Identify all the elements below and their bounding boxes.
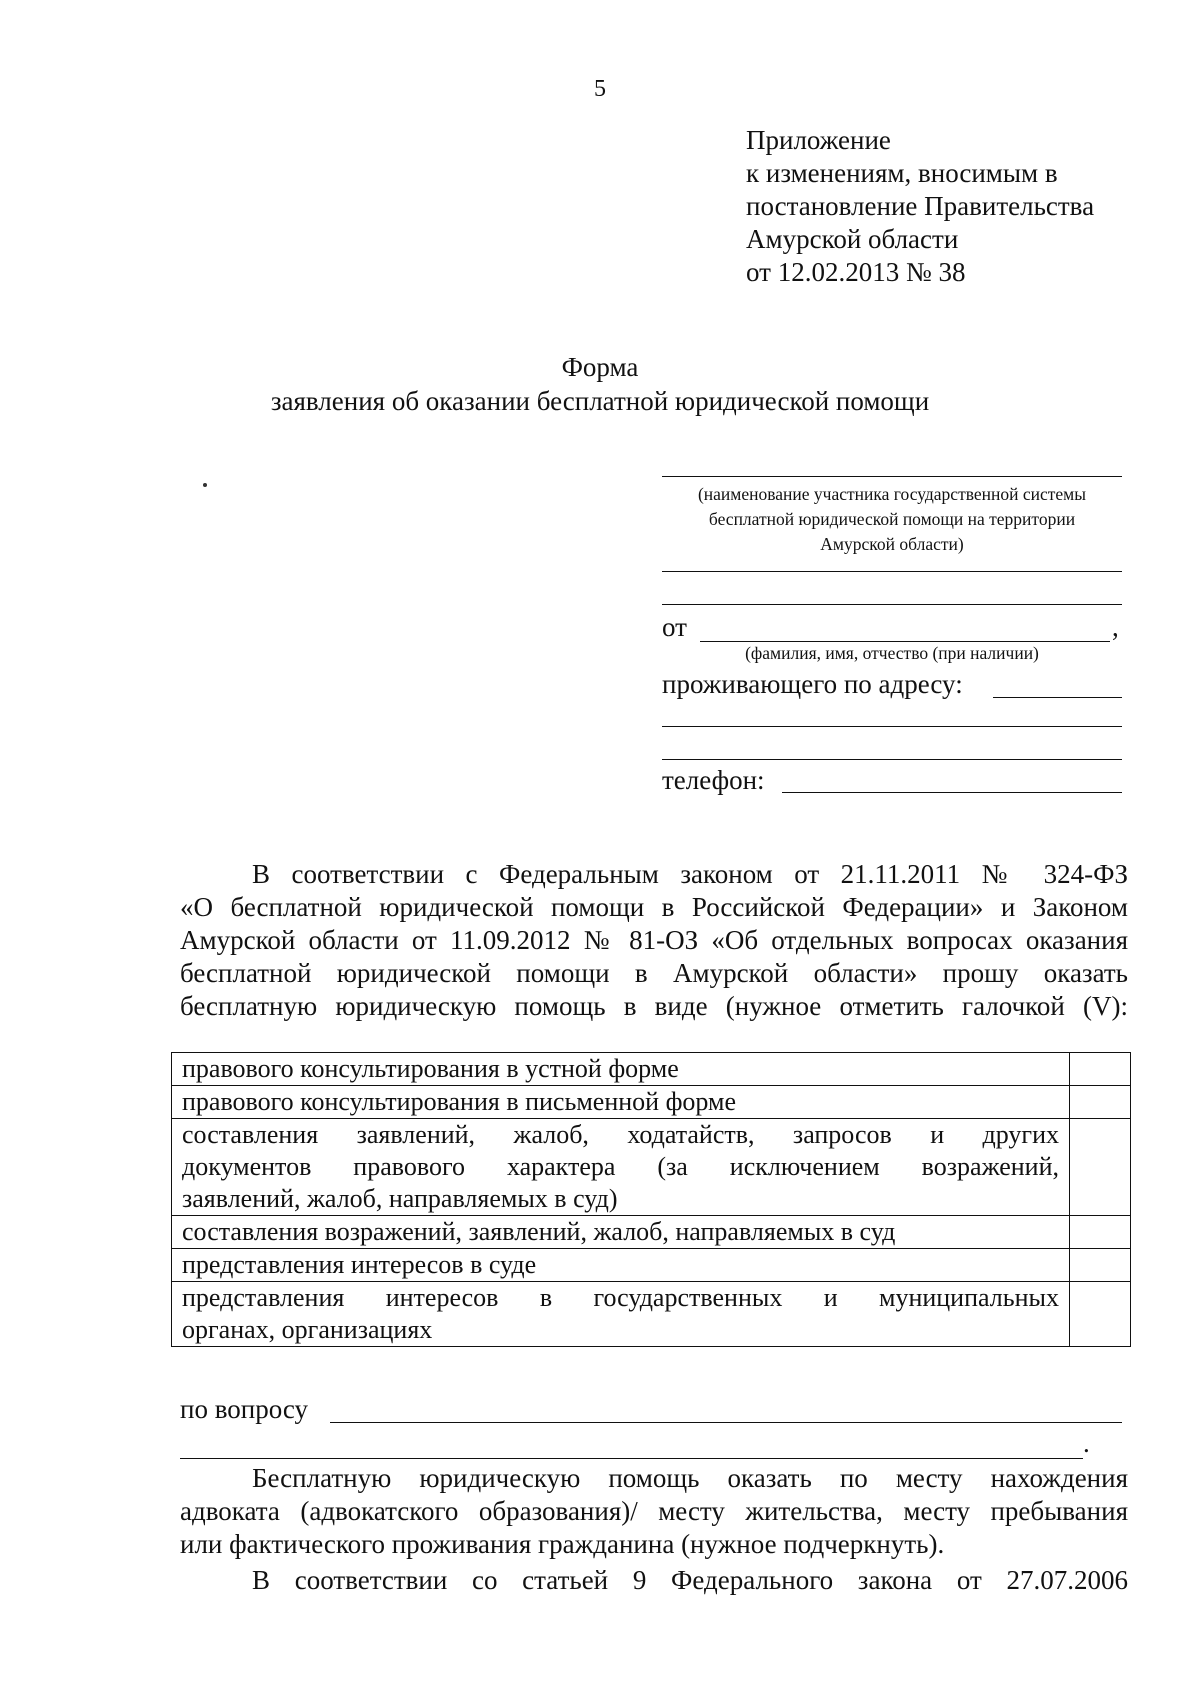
option-row <box>172 1282 1131 1347</box>
option-line: составления заявлений, жалоб, ходатайств, запросов и других <box>182 1120 1059 1149</box>
option-checkbox[interactable] <box>1070 1119 1131 1216</box>
assistance-options-table <box>171 1052 1131 1347</box>
stray-dot <box>203 483 207 487</box>
intro-paragraph <box>180 858 1128 1023</box>
option-checkbox[interactable] <box>1070 1053 1131 1086</box>
option-checkbox[interactable] <box>1070 1282 1131 1347</box>
page-number: 5 <box>594 76 606 102</box>
recipient-caption-line: Амурской области) <box>820 534 964 554</box>
option-line: представления интересов в государственных и муниципальных <box>182 1283 1059 1312</box>
form-title: Форма <box>561 352 639 382</box>
option-row <box>172 1119 1131 1216</box>
option-line: представления интересов в суде <box>182 1250 537 1279</box>
address-label: проживающего по адресу: <box>662 669 963 699</box>
paragraph-line: В соответствии с Федеральным законом от 21.11.2011 № 324-ФЗ <box>252 859 1128 889</box>
fio-caption: (фамилия, имя, отчество (при наличии) <box>745 643 1039 663</box>
paragraph-line: Бесплатную юридическую помощь оказать по месту нахождения <box>252 1463 1128 1493</box>
recipient-caption-line: бесплатной юридической помощи на территории <box>708 509 1076 529</box>
option-row <box>172 1216 1131 1249</box>
appendix-line: Амурской области <box>746 224 959 254</box>
question-line-2[interactable] <box>180 1458 1083 1459</box>
option-text <box>172 1282 1070 1347</box>
recipient-line-3[interactable] <box>662 604 1122 605</box>
option-line: правового консультирования в письменной форме <box>182 1087 737 1116</box>
recipient-caption-line: (наименование участника государственной системы <box>697 484 1087 504</box>
paragraph-line: «О бесплатной юридической помощи в Российской Федерации» и Законом <box>180 892 1128 922</box>
appendix-block <box>746 124 1094 289</box>
option-row <box>172 1086 1131 1119</box>
question-line-1[interactable] <box>330 1422 1122 1423</box>
appendix-line: постановление Правительства <box>746 191 1095 221</box>
question-label: по вопросу <box>180 1394 309 1424</box>
appendix-line: к изменениям, вносимым в <box>746 158 1058 188</box>
from-comma: , <box>1112 612 1119 642</box>
option-row <box>172 1053 1131 1086</box>
phone-label: телефон: <box>662 765 765 795</box>
paragraph-line: В соответствии со статьей 9 Федерального закона от 27.07.2006 <box>252 1565 1128 1595</box>
recipient-caption <box>662 482 1122 557</box>
paragraph-line: адвоката (адвокатского образования)/ месту жительства, месту пребывания <box>180 1496 1128 1526</box>
option-line: органах, организациях <box>182 1315 433 1344</box>
recipient-line-2[interactable] <box>662 571 1122 572</box>
option-checkbox[interactable] <box>1070 1249 1131 1282</box>
phone-line[interactable] <box>782 792 1122 793</box>
question-end-mark: . <box>1083 1428 1090 1458</box>
option-text <box>172 1216 1070 1249</box>
option-checkbox[interactable] <box>1070 1086 1131 1119</box>
option-line: правового консультирования в устной форме <box>182 1054 679 1083</box>
option-line: заявлений, жалоб, направляемых в суд) <box>182 1184 618 1213</box>
place-paragraph <box>180 1462 1128 1561</box>
from-label: от <box>662 612 687 642</box>
option-line: составления возражений, заявлений, жалоб, направляемых в суд <box>182 1217 896 1246</box>
recipient-line[interactable] <box>662 476 1122 477</box>
paragraph-line: Амурской области от 11.09.2012 № 81-ОЗ «Об отдельных вопросах оказания <box>180 925 1128 955</box>
option-text <box>172 1119 1070 1216</box>
option-text <box>172 1053 1070 1086</box>
appendix-line: Приложение <box>746 125 891 155</box>
option-row <box>172 1249 1131 1282</box>
option-line: документов правового характера (за исключением возражений, <box>182 1152 1059 1181</box>
address-line-1[interactable] <box>993 697 1122 698</box>
option-text <box>172 1086 1070 1119</box>
paragraph-line: бесплатной юридической помощи в Амурской области» прошу оказать <box>180 958 1128 988</box>
form-subtitle: заявления об оказании бесплатной юридической помощи <box>270 386 930 416</box>
address-line-2[interactable] <box>662 726 1122 727</box>
address-line-3[interactable] <box>662 759 1122 760</box>
paragraph-line: бесплатную юридическую помощь в виде (нужное отметить галочкой (V): <box>180 991 1128 1021</box>
appendix-line: от 12.02.2013 № 38 <box>746 257 966 287</box>
option-checkbox[interactable] <box>1070 1216 1131 1249</box>
closing-paragraph <box>180 1564 1128 1597</box>
paragraph-line: или фактического проживания гражданина (нужное подчеркнуть). <box>180 1529 945 1559</box>
option-text <box>172 1249 1070 1282</box>
